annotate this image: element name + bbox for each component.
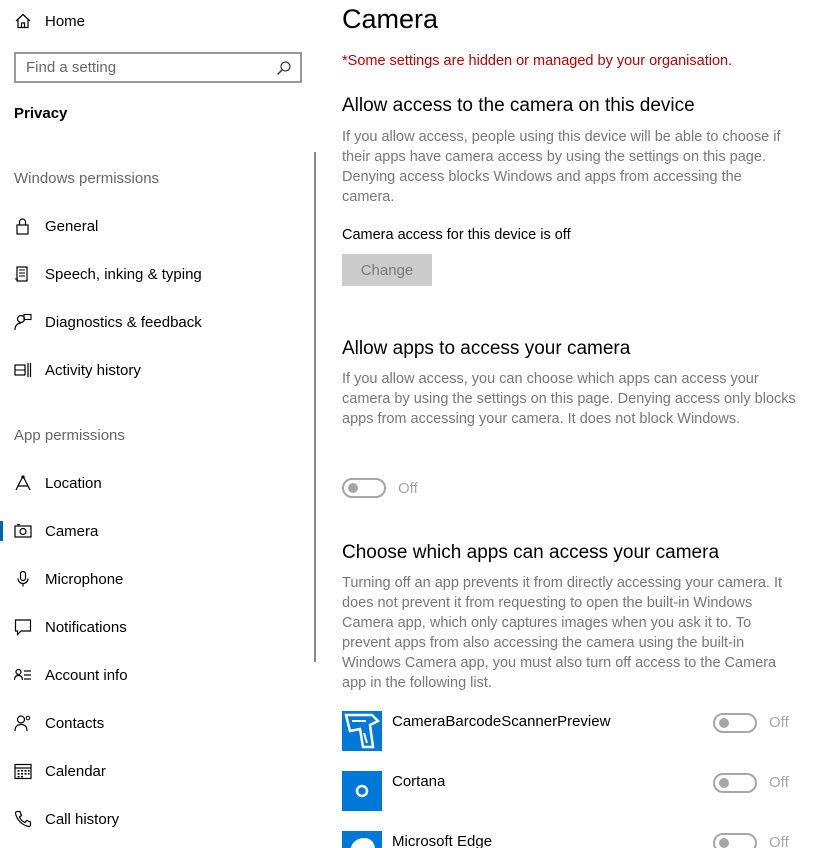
windows-permissions-heading: Windows permissions bbox=[14, 170, 160, 187]
app-toggle[interactable] bbox=[713, 713, 757, 733]
search-input[interactable] bbox=[16, 54, 276, 81]
sidebar-item-label: Diagnostics & feedback bbox=[45, 313, 202, 331]
sidebar-item-speech[interactable] bbox=[0, 256, 300, 292]
sidebar-item-label: Calendar bbox=[45, 762, 106, 780]
app-row-microsoft-edge bbox=[342, 831, 802, 848]
notifications-icon bbox=[14, 618, 32, 636]
managed-notice: *Some settings are hidden or managed by your organisation. bbox=[342, 53, 733, 69]
sidebar-item-microphone[interactable] bbox=[0, 561, 300, 597]
device-access-description: If you allow access, people using this device will be able to choose if their apps have camera access by using the settings on this page. Denying access blocks Windows and apps from accessing the camera. bbox=[342, 129, 781, 205]
sidebar-item-label: Contacts bbox=[45, 714, 105, 732]
sidebar-item-account-info[interactable] bbox=[0, 657, 300, 693]
device-access-status: Camera access for this device is off bbox=[342, 227, 571, 243]
home-label: Home bbox=[45, 12, 86, 30]
sidebar-item-label: Speech, inking & typing bbox=[45, 265, 202, 283]
speech-icon bbox=[14, 265, 32, 283]
app-row-cortana bbox=[342, 771, 802, 815]
sidebar-item-label: General bbox=[45, 217, 99, 235]
activity-icon bbox=[14, 361, 32, 379]
edge-icon bbox=[342, 831, 382, 848]
camera-icon bbox=[14, 522, 32, 540]
home-icon bbox=[14, 12, 32, 30]
microphone-icon bbox=[14, 570, 32, 588]
toggle-knob bbox=[348, 483, 358, 493]
app-permissions-heading: App permissions bbox=[14, 427, 125, 444]
call-history-icon bbox=[14, 810, 32, 828]
sidebar-scrollbar[interactable] bbox=[314, 152, 316, 662]
app-toggle[interactable] bbox=[713, 773, 757, 793]
choose-apps-heading: Choose which apps can access your camera bbox=[342, 542, 720, 563]
change-button[interactable]: Change bbox=[342, 254, 432, 286]
contacts-icon bbox=[14, 714, 32, 732]
app-name: Microsoft Edge bbox=[392, 833, 493, 848]
toggle-knob bbox=[719, 778, 729, 788]
app-toggle-state: Off bbox=[769, 714, 789, 731]
app-toggle-state: Off bbox=[769, 774, 789, 791]
sidebar-item-label: Notifications bbox=[45, 618, 127, 636]
search-box[interactable] bbox=[14, 52, 302, 83]
lock-icon bbox=[14, 217, 32, 235]
app-name: CameraBarcodeScannerPreview bbox=[392, 713, 611, 730]
sidebar-item-label: Camera bbox=[45, 522, 99, 540]
apps-access-toggle[interactable] bbox=[342, 478, 386, 498]
sidebar-item-label: Microphone bbox=[45, 570, 124, 588]
apps-access-description: If you allow access, you can choose which apps can access your camera by using the settings on this page. Denying access only blocks apps from accessing your camera. It does not block Windows. bbox=[342, 371, 796, 427]
apps-access-heading: Allow apps to access your camera bbox=[342, 338, 631, 359]
sidebar bbox=[0, 0, 318, 848]
sidebar-item-activity-history[interactable] bbox=[0, 352, 300, 388]
app-toggle-state: Off bbox=[769, 834, 789, 848]
sidebar-item-label: Call history bbox=[45, 810, 120, 828]
sidebar-item-label: Location bbox=[45, 474, 102, 492]
feedback-icon bbox=[14, 313, 32, 331]
choose-apps-description: Turning off an app prevents it from directly accessing your camera. It does not prevent it from requesting to open the built-in Windows Camera app, which only captures images when you ask it to. To prevent apps from also accessing the camera using the built-in Windows Camera app, you must also turn off access to the Camera app in the following list. bbox=[342, 575, 783, 691]
sidebar-item-calendar[interactable] bbox=[0, 753, 300, 789]
sidebar-item-contacts[interactable] bbox=[0, 705, 300, 741]
sidebar-item-label: Account info bbox=[45, 666, 128, 684]
account-info-icon bbox=[14, 666, 32, 684]
calendar-icon bbox=[14, 762, 32, 780]
device-access-heading: Allow access to the camera on this device bbox=[342, 95, 695, 116]
home-link[interactable] bbox=[14, 10, 85, 32]
app-row-camera-barcode-scanner bbox=[342, 711, 802, 755]
sidebar-item-camera[interactable] bbox=[0, 513, 300, 549]
sidebar-item-label: Activity history bbox=[45, 361, 141, 379]
section-title: Privacy bbox=[14, 105, 68, 122]
toggle-knob bbox=[719, 838, 729, 848]
sidebar-item-location[interactable] bbox=[0, 465, 300, 501]
app-toggle[interactable] bbox=[713, 833, 757, 848]
cortana-icon bbox=[342, 771, 382, 811]
barcode-scanner-icon bbox=[342, 711, 382, 751]
sidebar-item-notifications[interactable] bbox=[0, 609, 300, 645]
page-title: Camera bbox=[342, 4, 439, 34]
location-icon bbox=[14, 474, 32, 492]
sidebar-item-call-history[interactable] bbox=[0, 801, 300, 837]
sidebar-item-general[interactable] bbox=[0, 208, 300, 244]
toggle-knob bbox=[719, 718, 729, 728]
app-name: Cortana bbox=[392, 773, 446, 790]
search-icon[interactable] bbox=[276, 60, 292, 76]
apps-access-toggle-state: Off bbox=[398, 480, 418, 497]
sidebar-item-diagnostics[interactable] bbox=[0, 304, 300, 340]
